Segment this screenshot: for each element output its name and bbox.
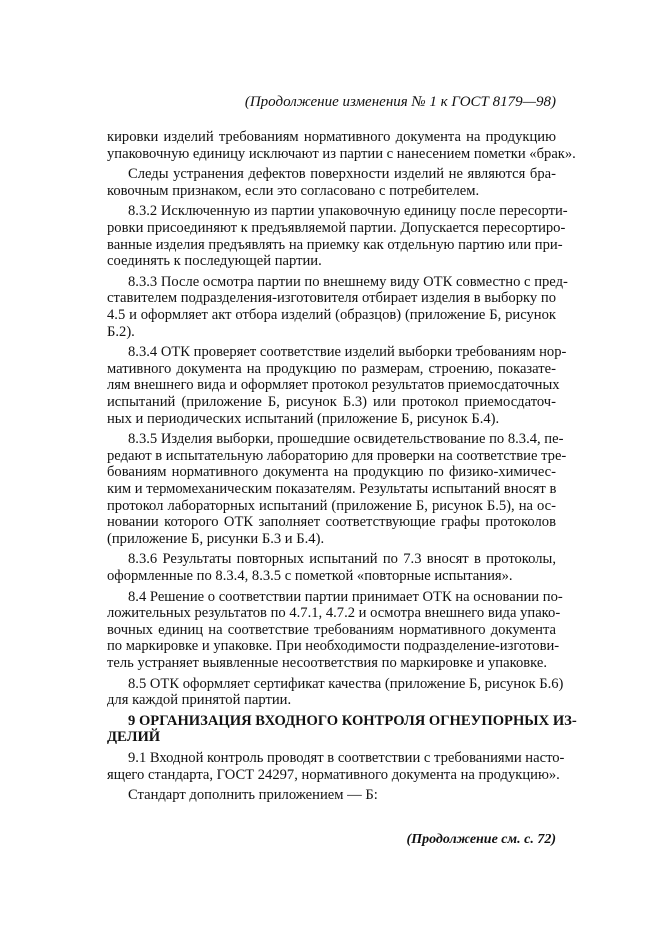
paragraph-line: для каждой принятой партии. bbox=[107, 692, 292, 709]
paragraph-line: Стандарт дополнить приложением — Б: bbox=[128, 787, 378, 804]
paragraph-line: 4.5 и оформляет акт отбора изделий (образцов) (приложение Б, рисунок bbox=[107, 307, 556, 323]
paragraph-line: 8.4 Решение о соответствии партии принимает ОТК на основании по- bbox=[128, 588, 563, 605]
paragraph-line: Б.2). bbox=[107, 323, 135, 340]
paragraph-line: упаковочную единицу исключают из партии с нанесением пометки «брак». bbox=[107, 145, 576, 162]
paragraph-line: протокол лабораторных испытаний (приложение Б, рисунок Б.5), на ос- bbox=[107, 497, 556, 514]
paragraph-line: испытаний (приложение Б, рисунок Б.3) или протокол приемосдаточ- bbox=[107, 394, 556, 410]
paragraph-line: 9.1 Входной контроль проводят в соответствии с требованиями насто- bbox=[128, 750, 565, 766]
paragraph-line: новании которого ОТК заполняет соответствующие графы протоколов bbox=[107, 514, 556, 531]
paragraph-line: 8.3.3 После осмотра партии по внешнему виду ОТК совместно с пред- bbox=[128, 273, 568, 290]
paragraph-line: ных и периодических испытаний (приложение Б, рисунок Б.4). bbox=[107, 410, 500, 427]
paragraph-line: 8.3.4 ОТК проверяет соответствие изделий выборки требованиям нор- bbox=[128, 344, 567, 361]
section-heading-line: 9 ОРГАНИЗАЦИЯ ВХОДНОГО КОНТРОЛЯ ОГНЕУПОРНЫХ ИЗ- bbox=[128, 712, 577, 729]
paragraph-line: 8.5 ОТК оформляет сертификат качества (приложение Б, рисунок Б.6) bbox=[128, 675, 564, 692]
paragraph-line: лям внешнего вида и оформляет протокол результатов приемосдаточных bbox=[107, 377, 560, 394]
paragraph-line: 8.3.6 Результаты повторных испытаний по 7.3 вносят в протоколы, bbox=[128, 551, 556, 568]
continuation-footer: (Продолжение см. с. 72) bbox=[406, 832, 556, 847]
paragraph-line: мативного документа на продукцию по размерам, строению, показате- bbox=[107, 360, 556, 377]
paragraph-line: ким и термомеханическим показателям. Результаты испытаний вносят в bbox=[107, 481, 557, 497]
paragraph-line: редают в испытательную лабораторию для проверки на соответствие тре- bbox=[107, 447, 567, 464]
paragraph-line: бованиям нормативного документа на продукцию по физико-химичес- bbox=[107, 464, 556, 481]
paragraph-line: оформленные по 8.3.4, 8.3.5 с пометкой «повторные испытания». bbox=[107, 568, 513, 584]
paragraph-line: ковочным признаком, если это согласовано с потребителем. bbox=[107, 182, 480, 199]
paragraph-line: Следы устранения дефектов поверхности изделий не являются бра- bbox=[128, 166, 556, 183]
running-header: (Продолжение изменения № 1 к ГОСТ 8179—98) bbox=[244, 94, 556, 110]
paragraph-line: 8.3.2 Исключенную из партии упаковочную единицу после пересорти- bbox=[128, 203, 568, 220]
paragraph-line: ящего стандарта, ГОСТ 24297, нормативного документа на продукцию». bbox=[107, 766, 560, 783]
paragraph-line: ложительных результатов по 4.7.1, 4.7.2 и осмотра внешнего вида упако- bbox=[107, 605, 561, 622]
paragraph-line: соединять к последующей партии. bbox=[107, 253, 322, 270]
section-heading-line: ДЕЛИЙ bbox=[107, 729, 161, 746]
paragraph-line: вочных единиц на соответствие требованиям нормативного документа bbox=[107, 621, 556, 638]
paragraph-line: (приложение Б, рисунки Б.3 и Б.4). bbox=[107, 530, 325, 547]
paragraph-line: по маркировке и упаковке. При необходимости подразделение-изготови- bbox=[107, 638, 560, 655]
paragraph-line: 8.3.5 Изделия выборки, прошедшие освидетельствование по 8.3.4, пе- bbox=[128, 431, 564, 448]
paragraph-line: ровки присоединяют к предъявляемой партии. Допускается пересортиро- bbox=[107, 220, 566, 236]
paragraph-line: ванные изделия предъявлять на приемку как отдельную партию или при- bbox=[107, 236, 563, 253]
paragraph-line: кировки изделий требованиям нормативного документа на продукцию bbox=[107, 129, 556, 145]
paragraph-line: тель устраняет выявленные несоответствия по маркировке и упаковке. bbox=[107, 655, 547, 671]
paragraph-line: ставителем подразделения-изготовителя отбирает изделия в выборку по bbox=[107, 290, 556, 307]
